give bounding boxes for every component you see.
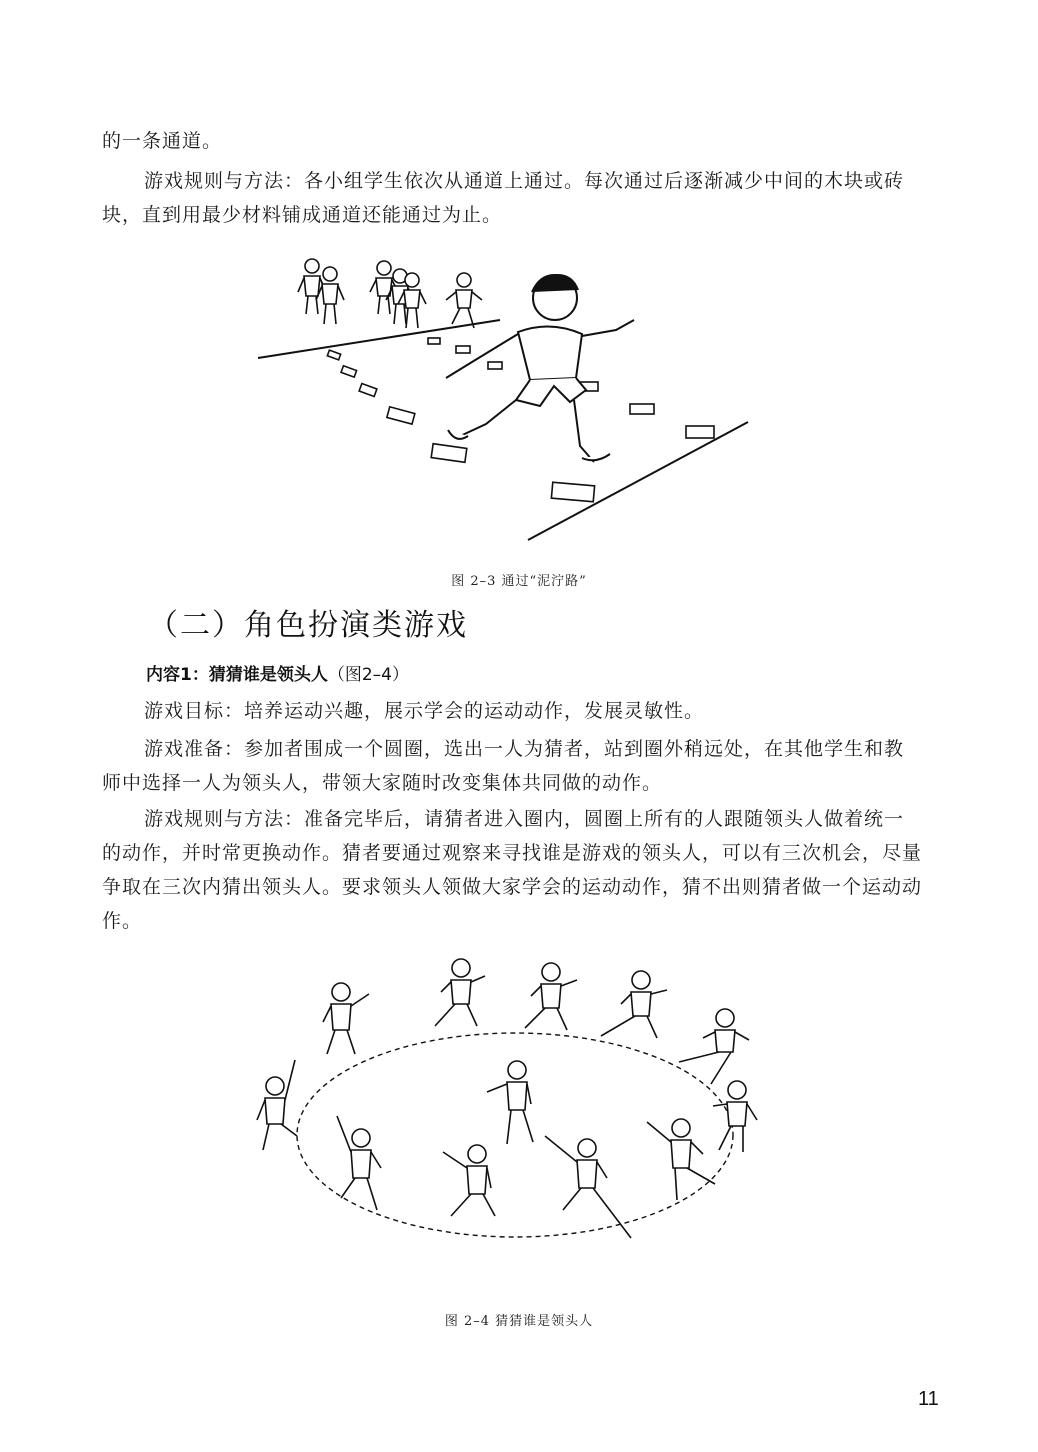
figure-2-4-illustration — [245, 950, 785, 1260]
goal-paragraph: 游戏目标：培养运动兴趣，展示学会的运动动作，发展灵敏性。 — [144, 700, 705, 722]
text-continuation: 的一条通道。 — [102, 130, 223, 152]
content-title — [146, 660, 409, 685]
page-number: 11 — [918, 1388, 939, 1410]
figure-2-3-caption: 图 2–3 通过“泥泞路” — [451, 574, 587, 589]
figure-2-4-caption: 图 2–4 猜猜谁是领头人 — [444, 1314, 594, 1329]
rules-paragraph: 游戏规则与方法：各小组学生依次从通道上通过。每次通过后逐渐减少中间的木块或砖块，直到用最少材料铺成通道还能通过为止。 — [102, 170, 905, 226]
content-title-main: 内容1：猜猜谁是领头人 — [146, 665, 328, 685]
content-title-ref: （图2–4） — [327, 665, 409, 685]
section-title: （二）角色扮演类游戏 — [148, 608, 468, 643]
rules-paragraph-2: 游戏规则与方法：准备完毕后，请猜者进入圈内，圆圈上所有的人跟随领头人做着统一的动作，并时常更换动作。猜者要通过观察来寻找谁是游戏的领头人，可以有三次机会，尽量争取在三次内猜出领头人。要求领头人领做大家学会的运动动作，猜不出则猜者做一个运动动作。 — [102, 808, 923, 932]
figure-2-3-illustration — [250, 250, 760, 550]
prep-paragraph: 游戏准备：参加者围成一个圆圈，选出一人为猜者，站到圈外稍远处，在其他学生和教师中选择一人为领头人，带领大家随时改变集体共同做的动作。 — [102, 738, 905, 794]
